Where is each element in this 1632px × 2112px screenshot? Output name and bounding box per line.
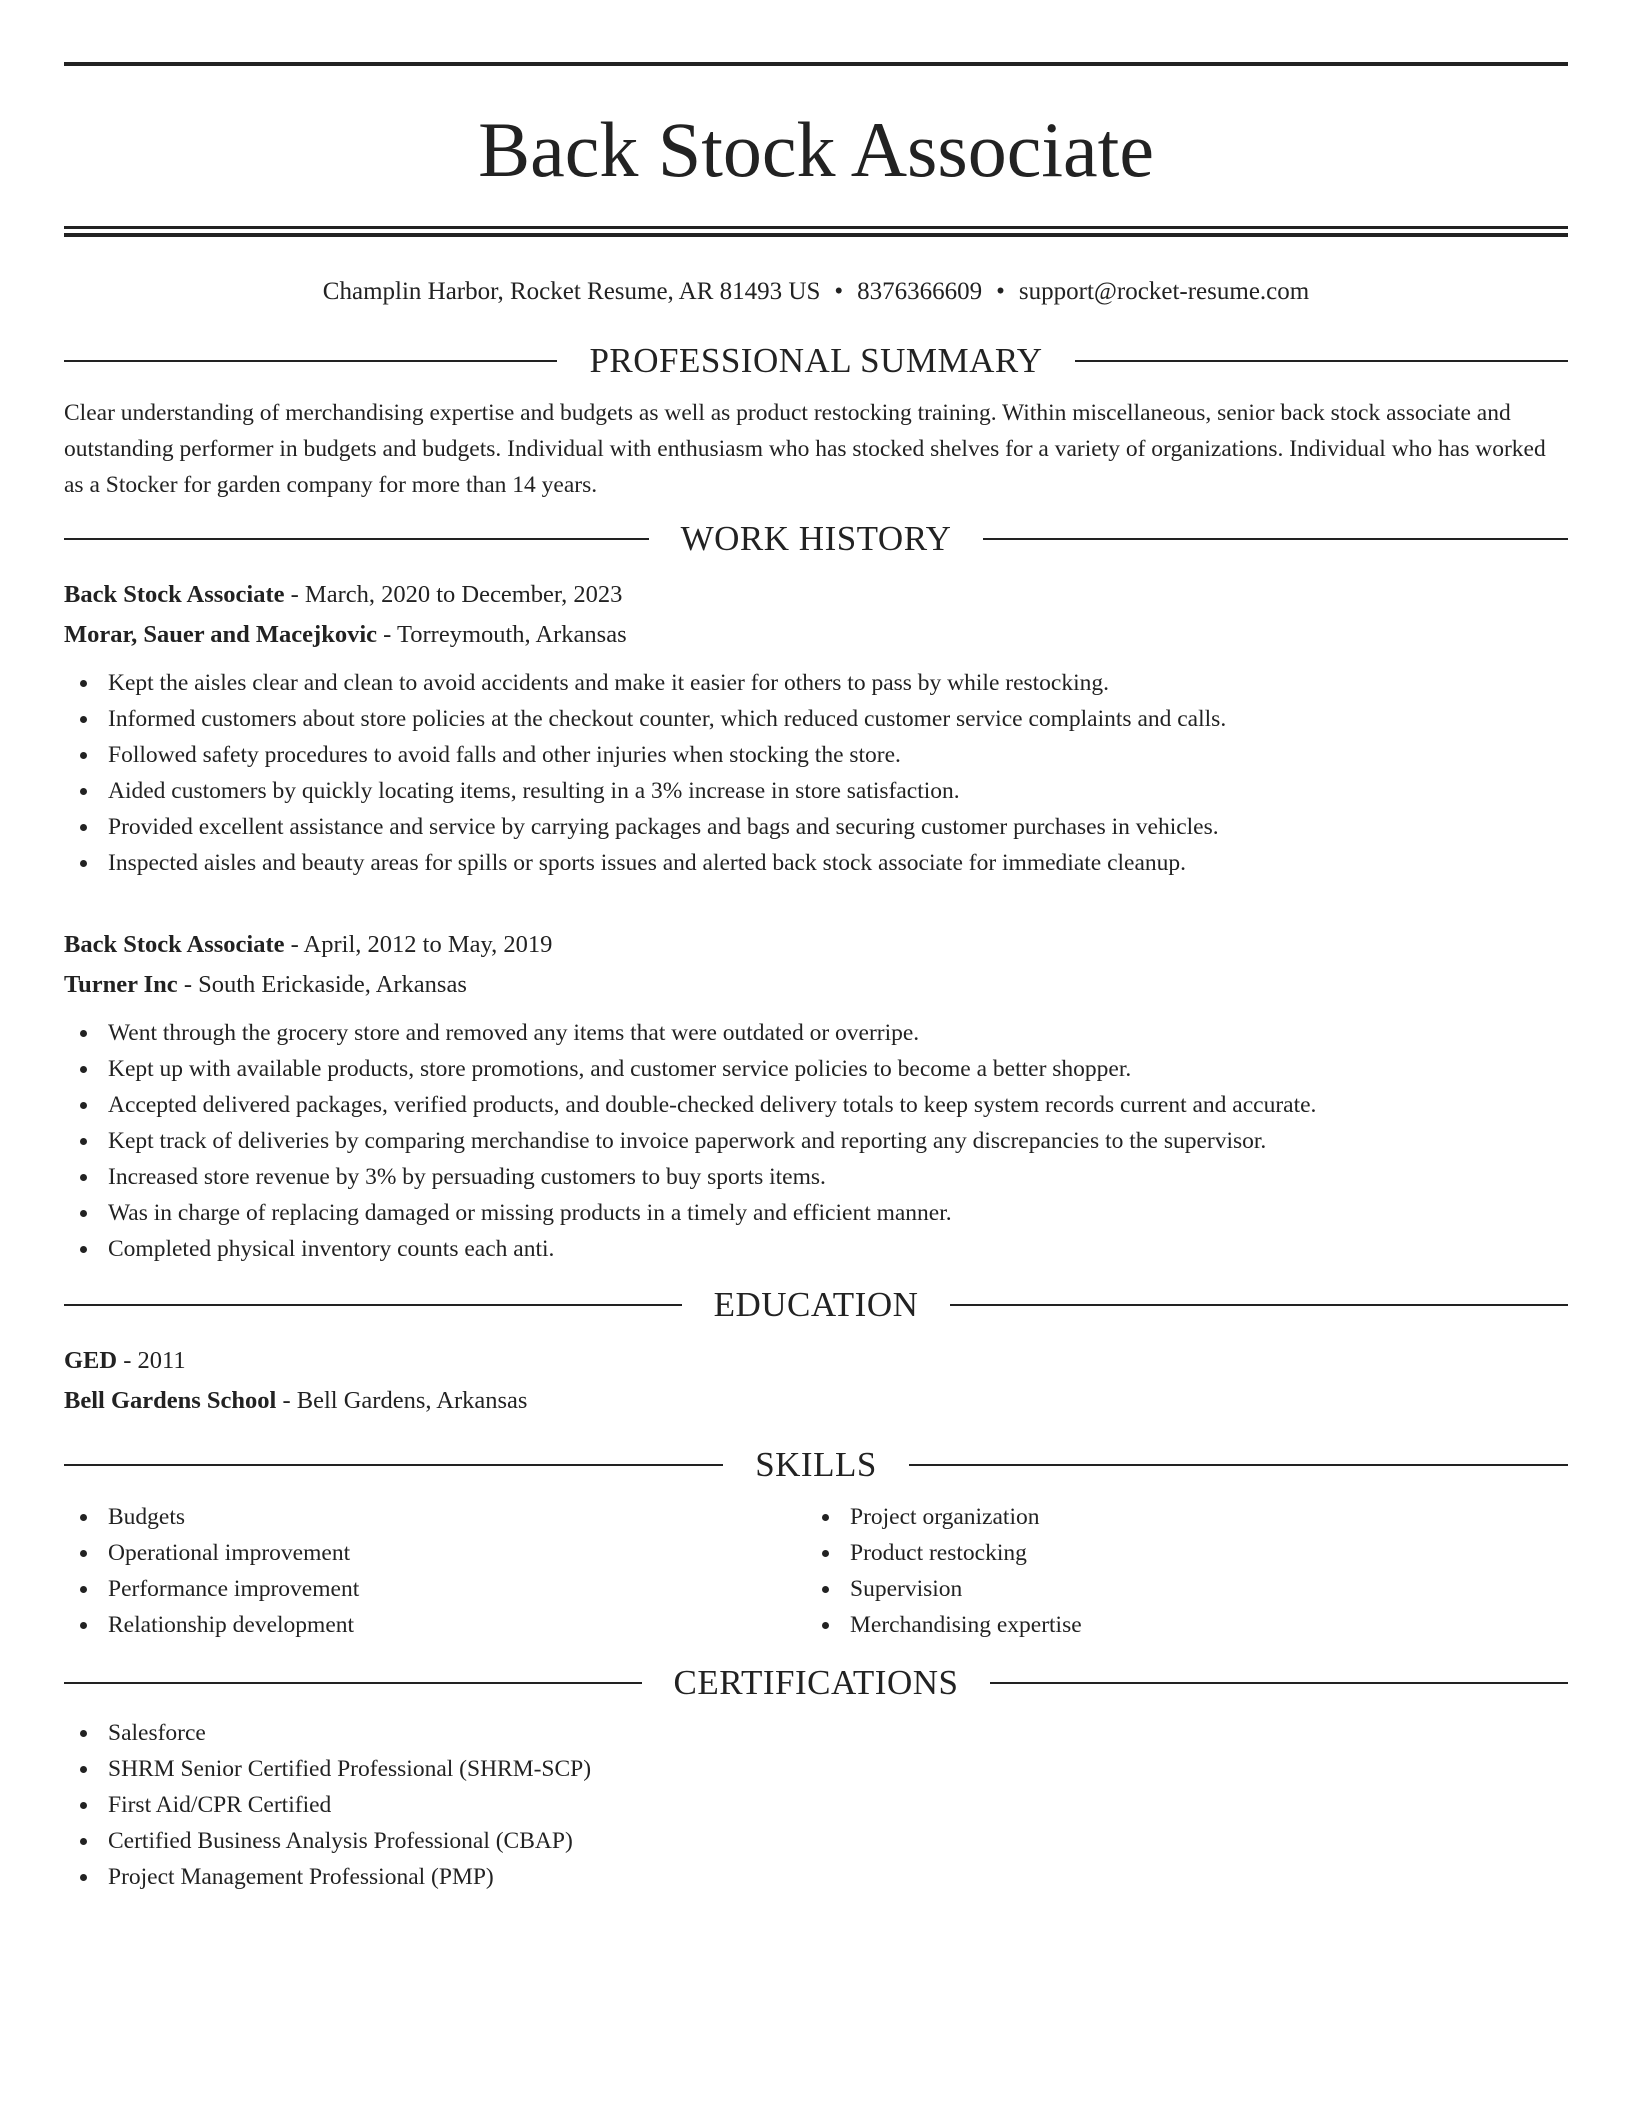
- job-dates: - March, 2020 to December, 2023: [284, 581, 623, 608]
- bullet-icon: [80, 1174, 87, 1181]
- list-item: [64, 845, 1568, 881]
- bullet-text: Kept the aisles clear and clean to avoid accidents and make it easier for others to pass by while restocking.: [108, 670, 1110, 696]
- bullet-icon: [80, 1102, 87, 1109]
- bullet-icon: [80, 1586, 87, 1593]
- skill-text: Project organization: [850, 1504, 1040, 1530]
- skill-text: Merchandising expertise: [850, 1612, 1082, 1638]
- list-item: [64, 1535, 806, 1571]
- list-item: [806, 1571, 1548, 1607]
- bullet-icon: [80, 1622, 87, 1629]
- list-item: [64, 1231, 1568, 1267]
- heading-rule: [909, 1464, 1568, 1466]
- bullet-text: Kept up with available products, store promotions, and customer service policies to become a better shopper.: [108, 1056, 1132, 1082]
- bullet-icon: [822, 1514, 829, 1521]
- list-item: [64, 1751, 1568, 1787]
- list-item: [64, 1015, 1568, 1051]
- job-title: Back Stock Associate: [64, 581, 285, 608]
- bullet-text: Was in charge of replacing damaged or missing products in a timely and efficient manner.: [108, 1200, 952, 1226]
- skills-column-right: [806, 1499, 1548, 1643]
- job-company-line: [64, 965, 1568, 1005]
- bullet-icon: [80, 1246, 87, 1253]
- bullet-text: Completed physical inventory counts each anti.: [108, 1236, 555, 1262]
- education-school: Bell Gardens School: [64, 1387, 277, 1414]
- contact-separator: •: [996, 278, 1005, 305]
- heading-rule: [64, 360, 557, 362]
- section-heading-work-history: [64, 517, 1568, 561]
- list-item: [64, 1715, 1568, 1751]
- skill-text: Supervision: [850, 1576, 963, 1602]
- section-heading-skills: [64, 1443, 1568, 1487]
- job-entry: [64, 925, 1568, 1267]
- bullet-icon: [822, 1622, 829, 1629]
- section-title: PROFESSIONAL SUMMARY: [589, 341, 1043, 380]
- bullet-text: Accepted delivered packages, verified products, and double-checked delivery totals to keep system records current and accurate.: [108, 1092, 1317, 1118]
- section-title: CERTIFICATIONS: [673, 1663, 959, 1702]
- contact-separator: •: [834, 278, 844, 305]
- bullet-icon: [822, 1550, 829, 1557]
- list-item: [64, 1195, 1568, 1231]
- education-year: - 2011: [117, 1347, 186, 1374]
- list-item: [806, 1535, 1548, 1571]
- list-item: [64, 773, 1568, 809]
- bullet-icon: [80, 716, 87, 723]
- bullet-icon: [80, 1838, 87, 1845]
- job-location: - Torreymouth, Arkansas: [377, 621, 627, 648]
- bullet-text: Followed safety procedures to avoid falls and other injuries when stocking the store.: [108, 742, 901, 768]
- heading-rule: [64, 1682, 642, 1684]
- bullet-icon: [80, 680, 87, 687]
- list-item: [64, 1823, 1568, 1859]
- section-heading-education: [64, 1283, 1568, 1327]
- bullet-text: Kept track of deliveries by comparing merchandise to invoice paperwork and reporting any discrepancies to the supervisor.: [108, 1128, 1267, 1154]
- bullet-icon: [80, 1066, 87, 1073]
- summary-text: Clear understanding of merchandising expertise and budgets as well as product restocking training. Within miscellaneous, senior back stock associate and outstanding performer in budgets and budgets. Individual with enthusiasm who has stocked shelves for a variety of organizations. Individual who has worked as a Stocker for garden company for more than 14 years.: [64, 400, 1546, 498]
- list-item: [64, 701, 1568, 737]
- bullet-icon: [80, 1138, 87, 1145]
- heading-rule: [990, 1682, 1568, 1684]
- heading-rule: [950, 1304, 1568, 1306]
- list-item: [64, 809, 1568, 845]
- skill-text: Product restocking: [850, 1540, 1027, 1566]
- bullet-icon: [80, 1514, 87, 1521]
- bullet-icon: [80, 1874, 87, 1881]
- list-item: [64, 665, 1568, 701]
- list-item: [64, 1499, 806, 1535]
- heading-rule: [1075, 360, 1568, 362]
- bullet-icon: [80, 1766, 87, 1773]
- certification-text: Salesforce: [108, 1720, 206, 1746]
- skills-grid: [64, 1499, 1568, 1643]
- heading-rule: [983, 538, 1568, 540]
- education-degree-line: [64, 1341, 1568, 1381]
- education-entry: [64, 1341, 1568, 1421]
- section-title: EDUCATION: [713, 1285, 919, 1324]
- bullet-icon: [822, 1586, 829, 1593]
- skill-text: Performance improvement: [108, 1576, 360, 1602]
- job-title-line: [64, 925, 1568, 965]
- job-company: Turner Inc: [64, 971, 178, 998]
- list-item: [64, 1787, 1568, 1823]
- education-degree: GED: [64, 1347, 118, 1374]
- job-company-line: [64, 615, 1568, 655]
- skills-column-left: [64, 1499, 806, 1643]
- heading-rule: [64, 1464, 723, 1466]
- skill-text: Budgets: [108, 1504, 186, 1530]
- bullet-icon: [80, 752, 87, 759]
- list-item: [64, 1159, 1568, 1195]
- job-location: - South Erickaside, Arkansas: [177, 971, 467, 998]
- job-title-line: [64, 575, 1568, 615]
- bullet-text: Informed customers about store policies at the checkout counter, which reduced customer service complaints and calls.: [108, 706, 1227, 732]
- section-title: WORK HISTORY: [680, 519, 952, 558]
- bullet-icon: [80, 1802, 87, 1809]
- education-location: - Bell Gardens, Arkansas: [276, 1387, 528, 1414]
- job-bullet-list: [64, 1015, 1568, 1267]
- job-bullet-list: [64, 665, 1568, 881]
- list-item: [64, 1087, 1568, 1123]
- list-item: [64, 1859, 1568, 1895]
- bullet-text: Provided excellent assistance and service by carrying packages and bags and securing customer purchases in vehicles.: [108, 814, 1219, 840]
- section-title: SKILLS: [755, 1445, 877, 1484]
- job-company: Morar, Sauer and Macejkovic: [64, 621, 378, 648]
- bullet-icon: [80, 1210, 87, 1217]
- section-heading-summary: [64, 339, 1568, 383]
- certification-text: First Aid/CPR Certified: [108, 1792, 332, 1818]
- list-item: [64, 737, 1568, 773]
- contact-phone: 8376366609: [857, 278, 983, 305]
- heading-rule: [64, 538, 649, 540]
- bullet-text: Inspected aisles and beauty areas for spills or sports issues and alerted back stock associate for immediate cleanup.: [108, 850, 1187, 876]
- bullet-text: Increased store revenue by 3% by persuading customers to buy sports items.: [108, 1164, 826, 1190]
- list-item: [64, 1123, 1568, 1159]
- contact-address: Champlin Harbor, Rocket Resume, AR 81493 US: [322, 278, 821, 305]
- list-item: [64, 1571, 806, 1607]
- certification-text: Certified Business Analysis Professional (CBAP): [108, 1828, 573, 1854]
- page-title: Back Stock Associate: [478, 106, 1154, 193]
- certifications-list: [64, 1715, 1568, 1895]
- section-heading-certifications: [64, 1661, 1568, 1705]
- certification-text: Project Management Professional (PMP): [108, 1864, 494, 1890]
- job-title: Back Stock Associate: [64, 931, 285, 958]
- skill-text: Operational improvement: [108, 1540, 351, 1566]
- list-item: [64, 1607, 806, 1643]
- bullet-text: Went through the grocery store and removed any items that were outdated or overripe.: [108, 1020, 920, 1046]
- list-item: [806, 1499, 1548, 1535]
- list-item: [806, 1607, 1548, 1643]
- job-dates: - April, 2012 to May, 2019: [284, 931, 553, 958]
- bullet-icon: [80, 1550, 87, 1557]
- bullet-icon: [80, 1730, 87, 1737]
- title-double-rule: [64, 226, 1568, 237]
- bullet-icon: [80, 824, 87, 831]
- bullet-text: Aided customers by quickly locating items, resulting in a 3% increase in store satisfaction.: [108, 778, 960, 804]
- heading-rule: [64, 1304, 682, 1306]
- list-item: [64, 1051, 1568, 1087]
- certification-text: SHRM Senior Certified Professional (SHRM-SCP): [108, 1756, 592, 1782]
- bullet-icon: [80, 788, 87, 795]
- top-rule: [64, 62, 1568, 66]
- skill-text: Relationship development: [108, 1612, 355, 1638]
- job-entry: [64, 575, 1568, 881]
- bullet-icon: [80, 1030, 87, 1037]
- bullet-icon: [80, 860, 87, 867]
- education-school-line: [64, 1381, 1568, 1421]
- contact-email: support@rocket-resume.com: [1018, 278, 1310, 305]
- contact-line: [64, 275, 1568, 309]
